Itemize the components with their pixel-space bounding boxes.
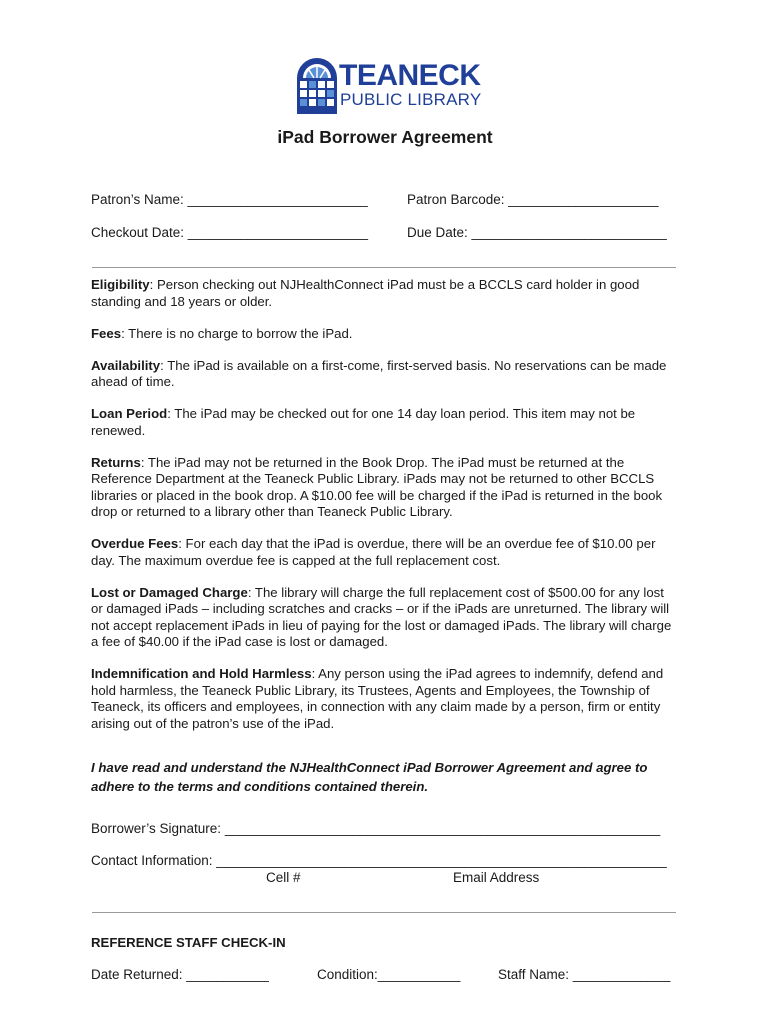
condition-field[interactable]: Condition:___________ [317, 967, 461, 982]
section-heading: Eligibility [91, 277, 150, 292]
policy-sections [91, 277, 677, 748]
page-title: iPad Borrower Agreement [277, 127, 493, 147]
section-text: : Person checking out NJHealthConnect iPad must be a BCCLS card holder in good standing and 18 years or older. [91, 277, 640, 309]
checkout-date-field[interactable]: Checkout Date: ________________________ [91, 225, 368, 240]
logo-wordmark: TEANECK [339, 59, 481, 92]
section-overdue-fees [91, 536, 677, 569]
section-heading: Returns [91, 454, 141, 470]
divider [92, 912, 676, 913]
cell-label: Cell # [266, 870, 301, 885]
section-heading: Indemnification and Hold Harmless [91, 666, 312, 681]
section-heading: Overdue Fees [91, 536, 179, 551]
section-heading: Loan Period [91, 406, 168, 421]
section-indemnification [91, 666, 677, 732]
section-lost-damaged [91, 585, 677, 651]
staff-checkin-heading: REFERENCE STAFF CHECK-IN [91, 935, 286, 950]
section-loan-period [91, 406, 677, 439]
agreement-statement: I have read and understand the NJHealthConnect iPad Borrower Agreement and agree to adhere to the terms and conditions contained therein. [91, 760, 648, 794]
contact-information-field[interactable]: Contact Information: ____________________________________________________________ [91, 853, 667, 868]
divider [92, 267, 676, 268]
section-text: : The iPad may not be returned in the Book Drop. The iPad must be returned at the Reference Department at the Teaneck Public Library. iPads may not be returned to other BCCLS libraries or placed in the book drop. A $10.00 fee will be charged if the iPad is returned in the book drop or returned to a library other than Teaneck Public Library. [91, 454, 663, 519]
section-fees [91, 326, 677, 343]
section-heading: Lost or Damaged Charge [91, 584, 248, 600]
staff-name-field[interactable]: Staff Name: _____________ [498, 967, 671, 982]
section-text: : Any person using the iPad agrees to indemnify, defend and hold harmless, the Teaneck Public Library, its Trustees, Agents and Employees, the Township of Teaneck, its officers and employees, in connection with any claim made by a person, firm or entity arising out of the patron’s use of the iPad. [91, 666, 664, 731]
section-returns [91, 455, 677, 521]
section-text: : For each day that the iPad is overdue, there will be an overdue fee of $10.00 per day. The maximum overdue fee is capped at the full replacement cost. [91, 536, 656, 568]
logo-subtitle: PUBLIC LIBRARY [340, 90, 482, 109]
borrower-signature-field[interactable]: Borrower’s Signature: __________________________________________________________ [91, 821, 661, 836]
due-date-field[interactable]: Due Date: __________________________ [407, 225, 667, 240]
section-eligibility [91, 277, 677, 310]
date-returned-field[interactable]: Date Returned: ___________ [91, 967, 269, 982]
patron-barcode-field[interactable]: Patron Barcode: ____________________ [407, 192, 659, 207]
section-heading: Availability [91, 357, 161, 373]
section-text: : There is no charge to borrow the iPad. [121, 325, 353, 341]
patron-name-field[interactable]: Patron’s Name: ________________________ [91, 192, 368, 207]
window-emblem-icon [295, 56, 339, 114]
email-address-label: Email Address [453, 870, 540, 885]
section-text: : The iPad is available on a first-come, first-served basis. No reservations can be made ahead of time. [91, 357, 667, 389]
section-availability [91, 358, 677, 391]
library-logo [295, 56, 485, 116]
section-text: : The library will charge the full replacement cost of $500.00 for any lost or damaged iPads – including scratches and cracks – or if the iPads are unreturned. The library will not accept replacement iPads in lieu of paying for the lost or damaged iPads. The library will charge a fee of $40.00 if the iPad case is lost or damaged. [91, 584, 672, 649]
section-text: : The iPad may be checked out for one 14 day loan period. This item may not be renewed. [91, 406, 636, 438]
section-heading: Fees [91, 325, 122, 341]
